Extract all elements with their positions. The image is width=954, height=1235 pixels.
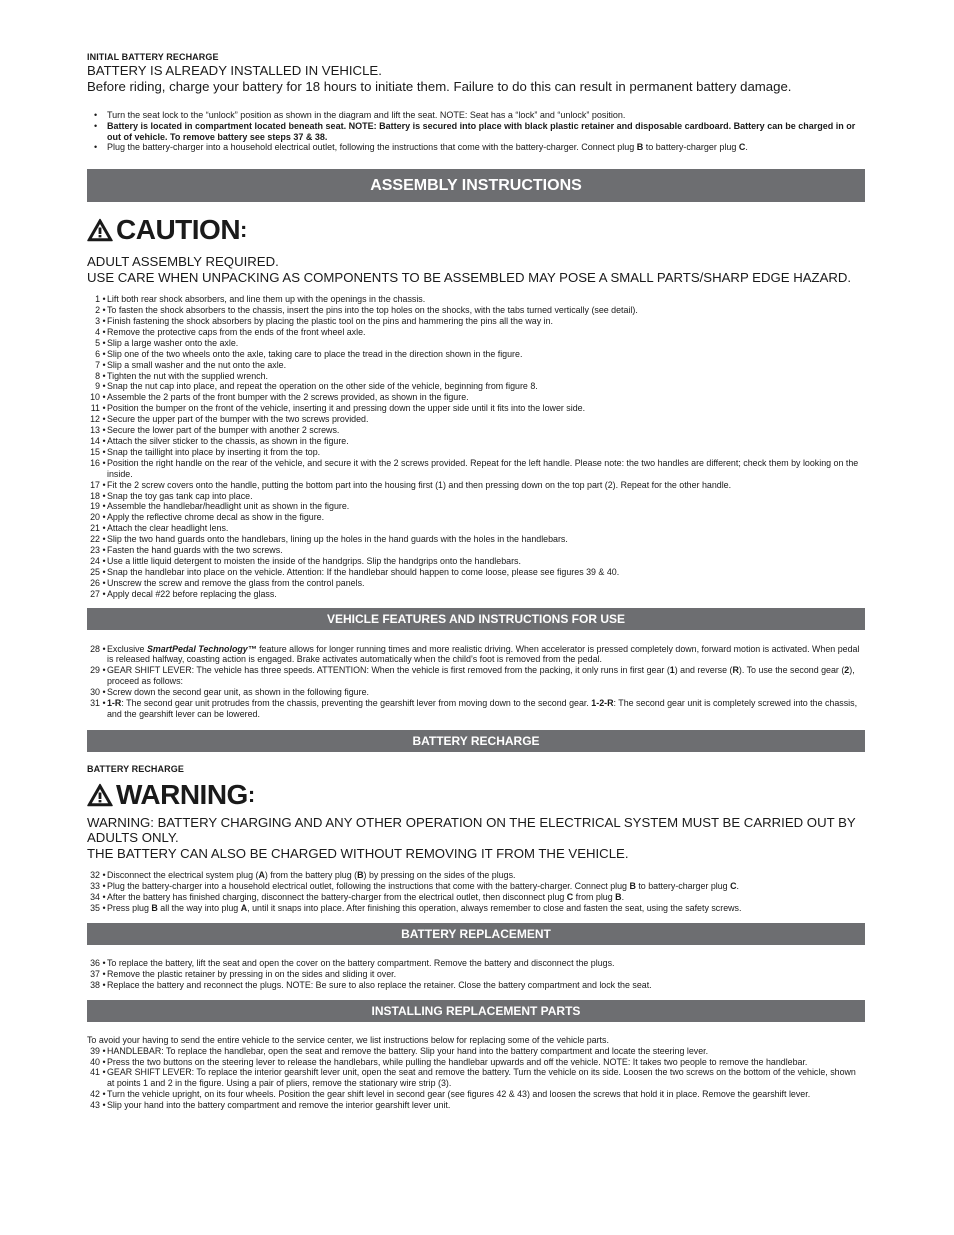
step-item <box>87 534 865 545</box>
step-text: Apply the reflective chrome decal as show in the figure. <box>107 512 325 523</box>
step-text: To replace the battery, lift the seat and open the cover on the battery compartment. Remove the battery and disconnect the plugs. <box>107 958 615 969</box>
step-number: 33 • <box>87 881 100 892</box>
step-item <box>87 447 865 458</box>
step-text: : The second gear unit protrudes from the chassis, preventing the gearshift lever from moving down to the second gear. <box>121 698 592 709</box>
step-number: 14 • <box>87 436 100 447</box>
step-item <box>87 458 865 480</box>
step-text: To fasten the shock absorbers to the chassis, insert the pins into the top holes on the shocks, with the tabs turned vertically (see detail). <box>107 305 638 316</box>
step-text: Press plug <box>107 903 152 914</box>
step-number: 27 • <box>87 589 100 600</box>
step-item <box>87 381 865 392</box>
step-text: Plug the battery-charger into a household electrical outlet, following the instructions that come with the battery-charger. Connect plug <box>107 881 630 892</box>
step-number: 26 • <box>87 578 100 589</box>
step-text: ) by pressing on the sides of the plugs. <box>363 870 516 881</box>
step-item <box>87 512 865 523</box>
step-number: 40 • <box>87 1057 100 1068</box>
bullet-item <box>107 121 865 143</box>
warning-triangle-icon <box>87 218 113 242</box>
step-text: Snap the taillight into place by inserting it from the top. <box>107 446 321 457</box>
step-number: 32 • <box>87 870 100 881</box>
section-bar-recharge: BATTERY RECHARGE <box>87 730 865 752</box>
gear-label: R <box>732 665 739 676</box>
step-text: Assemble the 2 parts of the front bumper with the 2 screws provided, as shown in the figure. <box>107 392 469 403</box>
step-number: 17 • <box>87 480 100 491</box>
caution-heading <box>87 212 865 248</box>
plug-label: C <box>730 881 737 892</box>
step-text: Disconnect the electrical system plug ( <box>107 870 259 881</box>
gear-label: 1-R <box>107 698 122 709</box>
step-item <box>87 501 865 512</box>
bullet-item <box>107 142 865 153</box>
step-item <box>87 881 865 892</box>
bullet-text: Plug the battery-charger into a household electrical outlet, following the instructions that come with the battery-charger. Connect plug <box>107 142 637 153</box>
step-text: : The second gear unit is completely screwed into the chassis, and the gearshift lever can be lowered. <box>107 698 858 719</box>
step-item <box>87 305 865 316</box>
step-item <box>87 567 865 578</box>
step-number: 19 • <box>87 501 100 512</box>
gear-label: 2 <box>844 665 850 676</box>
step-item <box>87 480 865 491</box>
step-text: Attach the silver sticker to the chassis, as shown in the figure. <box>107 435 349 446</box>
step-item <box>87 556 865 567</box>
step-text: Slip your hand into the battery compartment and remove the interior gearshift lever unit. <box>107 1100 451 1111</box>
step-text: Fit the 2 screw covers onto the handle, putting the bottom part into the housing first (1) and then pressing down on the top part (2). Repeat for the other handle. <box>107 479 732 490</box>
step-text: Finish fastening the shock absorbers by placing the plastic tool on the pins and hammering the pins all the way in. <box>107 316 553 326</box>
gear-label: 1-2-R <box>591 698 614 709</box>
step-item <box>87 1100 865 1111</box>
step-number: 42 • <box>87 1089 100 1100</box>
step-item <box>87 403 865 414</box>
step-number: 1 • <box>87 294 100 305</box>
step-item <box>87 1089 865 1100</box>
step-item <box>87 1046 865 1057</box>
step-number: 21 • <box>87 523 100 534</box>
step-number: 37 • <box>87 969 100 980</box>
warning-line1: WARNING: BATTERY CHARGING AND ANY OTHER OPERATION ON THE ELECTRICAL SYSTEM MUST BE CARRIED OUT BY ADULTS ONLY. <box>87 814 856 846</box>
caution-colon: : <box>240 217 248 243</box>
step-text: ). To use the second gear ( <box>738 665 845 676</box>
step-text: Replace the battery and reconnect the plugs. NOTE: Be sure to also replace the retainer. Close the battery compartment and lock the seat. <box>107 979 652 990</box>
step-number: 24 • <box>87 556 100 567</box>
bullet-text: . <box>745 142 748 153</box>
warning-colon: : <box>247 781 256 807</box>
plug-label: C <box>566 892 574 903</box>
step-text: Slip one of the two wheels onto the axle, taking care to place the tread in the direction shown in the figure. <box>107 348 523 359</box>
step-number: 30 • <box>87 687 100 698</box>
step-number: 23 • <box>87 545 100 556</box>
step-item <box>87 371 865 382</box>
step-text: HANDLEBAR: To replace the handlebar, open the seat and remove the battery. Slip your hand into the battery compartment and locate the steering lever. <box>107 1045 709 1056</box>
step-number: 39 • <box>87 1046 100 1057</box>
step-item <box>87 589 865 600</box>
caution-line2: USE CARE WHEN UNPACKING AS COMPONENTS TO BE ASSEMBLED MAY POSE A SMALL PARTS/SHARP EDGE HAZARD. <box>87 269 852 285</box>
step-text: Use a little liquid detergent to moisten the inside of the handgrips. Slip the handgrips onto the handlebars. <box>107 555 521 566</box>
plug-label: A <box>240 903 248 914</box>
step-text: After the battery has finished charging, disconnect the battery-charger from the electrical outlet, then disconnect plug <box>107 892 567 903</box>
step-number: 15 • <box>87 447 100 458</box>
step-text: Position the bumper on the front of the vehicle, inserting it and pressing down the upper side until it fits into the lower side. <box>107 403 586 414</box>
step-item <box>87 969 865 980</box>
initial-line2: Before riding, charge your battery for 18 hours to initiate them. Failure to do this can result in permanent battery damage. <box>87 78 792 94</box>
plug-label: B <box>151 903 158 914</box>
step-number: 13 • <box>87 425 100 436</box>
bullet-item <box>107 110 865 121</box>
step-number: 35 • <box>87 903 100 914</box>
step-item <box>87 903 865 914</box>
step-item <box>87 523 865 534</box>
section-bar-features: VEHICLE FEATURES AND INSTRUCTIONS FOR USE <box>87 608 865 630</box>
step-text: GEAR SHIFT LEVER: To replace the interior gearshift lever unit, open the seat and remove the battery. Turn the vehicle on its side. Loosen the two screws on the bottom of the vehicle, shown at points 1 and 2 in the figure. Using a pair of pliers, remove the stationary wire strip (3). <box>107 1067 856 1089</box>
step-text: Slip a small washer and the nut onto the axle. <box>107 359 287 370</box>
step-item <box>87 1067 865 1089</box>
step-number: 4 • <box>87 327 100 338</box>
step-text: Slip the two hand guards onto the handlebars, lining up the holes in the hand guards with the holes in the handlebars. <box>107 534 568 545</box>
step-number: 22 • <box>87 534 100 545</box>
warning-heading <box>87 777 865 813</box>
step-item <box>87 349 865 360</box>
plug-label: B <box>629 881 636 892</box>
step-item <box>87 1057 865 1068</box>
assembly-steps <box>87 294 865 599</box>
step-text: Remove the plastic retainer by pressing in on the sides and sliding it over. <box>107 968 397 979</box>
step-number: 12 • <box>87 414 100 425</box>
step-item <box>87 436 865 447</box>
step-number: 28 • <box>87 644 100 655</box>
step-number: 36 • <box>87 958 100 969</box>
step-text: Fasten the hand guards with the two screws. <box>107 545 283 556</box>
warning-word: WARNING <box>116 778 248 810</box>
step-text: GEAR SHIFT LEVER: The vehicle has three speeds. ATTENTION: When the vehicle is first removed from the packing, it only runs in first gear ( <box>107 665 670 676</box>
step-text: Secure the upper part of the bumper with the two screws provided. <box>107 414 369 425</box>
initial-line1: BATTERY IS ALREADY INSTALLED IN VEHICLE. <box>87 63 382 78</box>
step-number: 18 • <box>87 491 100 502</box>
step-number: 9 • <box>87 381 100 392</box>
step-text: . <box>736 881 739 892</box>
step-item <box>87 294 865 305</box>
step-item <box>87 644 865 666</box>
bullet-text: Battery is located in compartment located beneath seat. NOTE: Battery is secured into place with black plastic retainer and disposable cardboard. Battery can be charged in or out of vehicle. To remove battery see steps 37 & 38. <box>107 120 856 142</box>
bullet-text: Turn the seat lock to the “unlock” position as shown in the diagram and lift the seat. NOTE: Seat has a “lock” and “unlock” position. <box>107 110 626 120</box>
plug-label: B <box>615 892 622 903</box>
step-text: . <box>621 892 625 903</box>
brand-name: SmartPedal Technology™ <box>146 643 257 654</box>
step-text: Apply decal #22 before replacing the glass. <box>107 588 277 599</box>
step-number: 10 • <box>87 392 100 403</box>
step-text: Unscrew the screw and remove the glass from the control panels. <box>107 577 365 588</box>
step-number: 11 • <box>87 403 100 414</box>
step-text: Attach the clear headlight lens. <box>107 523 229 534</box>
step-text: ) from the battery plug ( <box>264 870 358 881</box>
step-item <box>87 316 865 327</box>
step-text: all the way into plug <box>157 903 241 914</box>
step-text: , until it snaps into place. After finishing this operation, always remember to close and fasten the seat, using the safety screws. <box>247 903 742 914</box>
step-item <box>87 491 865 502</box>
step-item <box>87 665 865 687</box>
step-text: Position the right handle on the rear of the vehicle, and secure it with the 2 screws provided. Repeat for the left handle. Please note: the two handles are different; check them by looking on the inside. <box>107 457 859 479</box>
step-text: Remove the protective caps from the ends of the front wheel axle. <box>107 326 366 337</box>
plug-label: B <box>636 142 644 153</box>
step-number: 3 • <box>87 316 100 327</box>
step-item <box>87 414 865 425</box>
recharge-steps <box>87 870 865 914</box>
step-text: Snap the handlebar into place on the vehicle. Attention: If the handlebar should happen to come loose, please see figures 39 & 40. <box>107 566 620 577</box>
recharge-heading: BATTERY RECHARGE <box>87 763 184 774</box>
step-number: 6 • <box>87 349 100 360</box>
step-text: ), proceed as follows: <box>107 665 855 687</box>
step-number: 25 • <box>87 567 100 578</box>
step-number: 43 • <box>87 1100 100 1111</box>
warning-line2: THE BATTERY CAN ALSO BE CHARGED WITHOUT REMOVING IT FROM THE VEHICLE. <box>87 845 629 861</box>
step-item <box>87 892 865 903</box>
step-number: 20 • <box>87 512 100 523</box>
step-text: Slip a large washer onto the axle. <box>107 337 239 348</box>
step-text: Press the two buttons on the steering lever to release the handlebars, while pulling the handlebar upwards and off the vehicle. NOTE: It takes two people to remove the handlebar. <box>107 1056 808 1067</box>
step-item <box>87 687 865 698</box>
step-item <box>87 578 865 589</box>
features-steps <box>87 644 865 720</box>
caution-line1: ADULT ASSEMBLY REQUIRED. <box>87 254 279 270</box>
step-item <box>87 360 865 371</box>
step-item <box>87 980 865 991</box>
warning-triangle-icon <box>87 783 113 807</box>
bullet-text: to battery-charger plug <box>643 142 739 153</box>
manual-page <box>87 52 865 1111</box>
step-number: 8 • <box>87 371 100 382</box>
step-text: Tighten the nut with the supplied wrench. <box>107 370 268 381</box>
section-bar-replacement: BATTERY REPLACEMENT <box>87 923 865 945</box>
step-text: Secure the lower part of the bumper with another 2 screws. <box>107 425 340 436</box>
step-item <box>87 698 865 720</box>
step-number: 29 • <box>87 665 100 676</box>
section-bar-assembly: ASSEMBLY INSTRUCTIONS <box>87 169 865 202</box>
step-number: 5 • <box>87 338 100 349</box>
step-number: 41 • <box>87 1067 100 1078</box>
replacement-steps <box>87 958 865 991</box>
step-item <box>87 327 865 338</box>
step-text: Assemble the handlebar/headlight unit as shown in the figure. <box>107 501 350 512</box>
step-item <box>87 870 865 881</box>
section-bar-parts: INSTALLING REPLACEMENT PARTS <box>87 1000 865 1022</box>
step-text: Snap the nut cap into place, and repeat the operation on the other side of the vehicle, beginning from figure 8. <box>107 381 538 392</box>
step-item <box>87 958 865 969</box>
step-number: 31 • <box>87 698 100 709</box>
step-text: Screw down the second gear unit, as shown in the following figure. <box>107 687 369 698</box>
plug-label: B <box>357 870 364 881</box>
step-text: Turn the vehicle upright, on its four wheels. Position the gear shift level in second gear (see figures 42 & 43) and loosen the screws that hold it in place. Remove the gearshift lever. <box>107 1089 811 1100</box>
initial-bullets <box>87 110 865 153</box>
initial-heading: INITIAL BATTERY RECHARGE <box>87 52 219 62</box>
step-number: 16 • <box>87 458 100 469</box>
caution-word: CAUTION <box>116 214 241 246</box>
step-number: 2 • <box>87 305 100 316</box>
step-text: Lift both rear shock absorbers, and line them up with the openings in the chassis. <box>107 294 426 305</box>
step-text: Snap the toy gas tank cap into place. <box>107 490 253 501</box>
step-number: 34 • <box>87 892 100 903</box>
step-item <box>87 392 865 403</box>
parts-intro: To avoid your having to send the entire vehicle to the service center, we list instructions below for replacing some of the vehicle parts. <box>87 1034 609 1045</box>
parts-steps <box>87 1046 865 1111</box>
step-text: to battery-charger plug <box>635 881 731 892</box>
plug-label: C <box>738 142 746 153</box>
step-text: feature allows for longer running times and more realistic driving. When accelerator is pressed completely down, forward motion is activated. When pedal is released halfway, coasting action is engaged. Brake activates automatically when the child’s foot is removed from the pedal. <box>107 643 860 665</box>
step-text: Exclusive <box>107 643 147 654</box>
gear-label: 1 <box>669 665 675 676</box>
step-item <box>87 338 865 349</box>
step-number: 38 • <box>87 980 100 991</box>
step-text: from plug <box>573 892 616 903</box>
plug-label: A <box>258 870 265 881</box>
step-number: 7 • <box>87 360 100 371</box>
step-item <box>87 545 865 556</box>
step-item <box>87 425 865 436</box>
step-text: ) and reverse ( <box>674 665 733 676</box>
